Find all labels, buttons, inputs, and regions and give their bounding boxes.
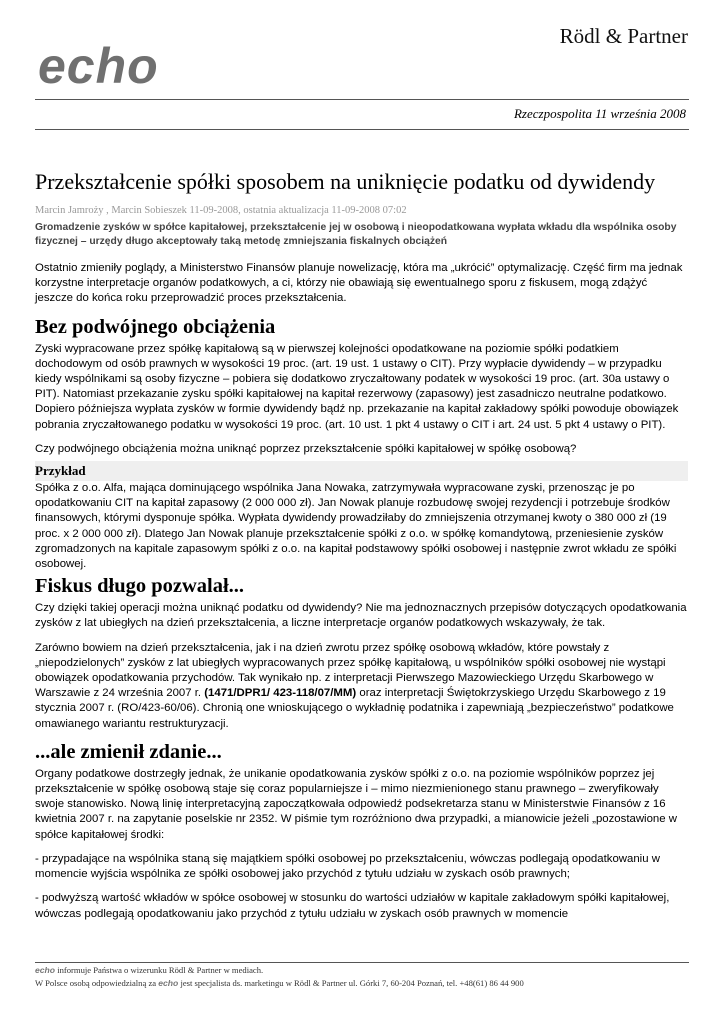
intro-paragraph: Ostatnio zmieniły poglądy, a Ministerstwo Finansów planuje nowelizację, która ma „ukrócić” optymalizację. Część firm ma jednak korzystne interpretacje organów podatkowych, a ci, którzy nie obawiają się ewentualnego sporu z fiskusem, mogą zdążyć jeszcze do końca roku przeprowadzić proces przekształcenia. (35, 262, 683, 305)
article-title: Przekształcenie spółki sposobem na uniknięcie podatku od dywidendy (35, 169, 656, 194)
footer-line-1-text: informuje Państwa o wizerunku Rödl & Partner w mediach. (55, 965, 264, 975)
header-divider (35, 99, 689, 100)
footer-line-1 (35, 964, 689, 977)
section3-paragraph-1: Organy podatkowe dostrzegły jednak, że unikanie opodatkowania zysków spółki z o.o. na poziomie wspólników poprzez jej przekształcenie w spółkę osobową staje się coraz popularniejsze i – mimo niezmienionego stanu prawnego – zweryfikowały swoje stanowisko. Nową linię interpretacyjną zapoczątkowała odpowiedź podsekretarza stanu w Ministerstwie Finansów z 16 kwietnia 2007 r. na zapytanie poselskie nr 2352. W piśmie tym rozróżniono dwa przypadki, a mianowicie jeżeli „pozostawione w spółce kapitałowej środki: (35, 767, 677, 841)
interpretation-reference: (1471/DPR1/ 423-118/07/MM) (204, 687, 357, 700)
example-title: Przykład (35, 463, 86, 479)
section2-paragraph-2 (35, 641, 688, 732)
source-line: Rzeczpospolita 11 września 2008 (513, 106, 686, 121)
section2-p2-part-c: oraz interpretacji Świętokrzyskiego Urzędu Skarbowego z 19 stycznia 2007 r. (RO/423-60/06). Chronią one wnioskującego o wykładnię podatnika i zapewniają „bezpieczeństwo” podatkowe omawianego wariantu restrukturyzacji. (35, 687, 674, 730)
section-heading-3: ...ale zmienił zdanie... (35, 740, 222, 763)
footer-line-2 (35, 977, 689, 990)
footer-line-2-b: jest specjalista ds. marketingu w Rödl & Partner ul. Górki 7, 60-204 Poznań, tel. +48(61) 86 44 900 (178, 978, 524, 988)
section-heading-2: Fiskus długo pozwalał... (35, 575, 245, 598)
footer-echo-mark-2: echo (158, 978, 179, 988)
footer-line-2-a: W Polsce osobą odpowiedzialną za (35, 978, 159, 988)
footer-echo-mark: echo (35, 965, 56, 975)
brand-name: Rödl & Partner (559, 24, 688, 48)
section3-paragraph-3: - podwyższą wartość wkładów w spółce osobowej w stosunku do wartości udziałów w kapitale zakładowym spółki kapitałowej, wówczas podlegają opodatkowaniu jako przychód z tytułu udziału w zyskach osób prawnych w momencie (35, 892, 670, 920)
section1-paragraph-2: Czy podwójnego obciążenia można uniknąć poprzez przekształcenie spółki kapitałowej w spółkę osobową? (35, 442, 577, 455)
section2-paragraph-1: Czy dzięki takiej operacji można uniknąć podatku od dywidendy? Nie ma jednoznacznych przepisów dotyczących opodatkowania zysków z lat ubiegłych na dzień przekształcenia, a liczne interpretacje organów podatkowych wskazywały, że tak. (35, 602, 687, 630)
section-heading-1: Bez podwójnego obciążenia (35, 315, 276, 338)
source-divider (35, 129, 689, 130)
article-byline: Marcin Jamroży , Marcin Sobieszek 11-09-2008, ostatnia aktualizacja 11-09-2008 07:02 (35, 205, 407, 216)
example-body: Spółka z o.o. Alfa, mająca dominującego wspólnika Jana Nowaka, zatrzymywała wypracowane zyski, przenosząc je po opodatkowaniu CIT na kapitał zapasowy (2 000 000 zł). Jan Nowak planuje rozbudowę swojej rezydencji i potrzebuje środków finansowych, którymi dysponuje spółka. Wypłata dywidendy prowadziłaby do zmniejszenia otrzymanej kwoty o 380 000 zł (19 proc. x 2 000 000 zł). Dlatego Jan Nowak planuje przekształcenie spółki z o.o. w spółkę komandytową, przeniesienie zysków zgromadzonych na kapitale zapasowym spółki z o.o. na kapitał podstawowy spółki osobowej i następnie zwrot wkładu ze spółki osobowej. (35, 481, 688, 573)
footer (35, 964, 689, 990)
article-lead: Gromadzenie zysków w spółce kapitałowej, przekształcenie jej w osobową i nieopodatkowana wypłata wkładu dla wspólnika osoby fizycznej – urzędy długo akceptowały taką metodę zmniejszania fiskalnych obciążeń (35, 222, 677, 247)
echo-logo: echo (38, 38, 159, 94)
footer-divider (35, 962, 689, 963)
section2-p2-part-a: Zarówno bowiem na dzień przekształcenia, jak i na dzień zwrotu przez spółkę osobową wkładów, które powstały z „niepodzielonych” zysków z lat ubiegłych wypracowanych przez spółkę kapitałową, u wspólników spółki osobowej nie wystąpi obowiązek opodatkowania przychodów. Tak wynikało np. z interpretacji Pierwszego Mazowieckiego Urzędu Skarbowego w Warszawie z 24 września 2007 r. (35, 641, 666, 700)
article (35, 168, 688, 931)
section1-paragraph-1: Zyski wypracowane przez spółkę kapitałową są w pierwszej kolejności opodatkowane na poziomie spółki podatkiem dochodowym od osób prawnych w wysokości 19 proc. (art. 19 ust. 1 ustawy o CIT). Przy wypłacie dywidendy – w przypadku kiedy wspólnikami są osoby fizyczne – pobiera się dodatkowo zryczałtowany podatek w wysokości 19 proc. (art. 30a ustawy o PIT). Natomiast przekazanie zysku spółki kapitałowej na kapitał rezerwowy (zapasowy) jest zasadniczo neutralne podatkowo. Dopiero późniejsza wypłata zysków w formie dywidendy bądź np. przekazanie na kapitał zakładowy spółki powoduje obowiązek pobrania zryczałtowanego podatku w wysokości 19 proc. (art. 10 ust. 1 pkt 4 ustawy o CIT i art. 24 ust. 5 pkt 4 ustawy o PIT). (35, 342, 679, 431)
section3-paragraph-2: - przypadające na wspólnika staną się majątkiem spółki osobowej po przekształceniu, wówczas podlegają opodatkowaniu w momencie wyjścia wspólnika ze spółki osobowej jako przychód z tytułu udziału w zyskach osób prawnych; (35, 852, 660, 881)
example-box (35, 461, 688, 573)
